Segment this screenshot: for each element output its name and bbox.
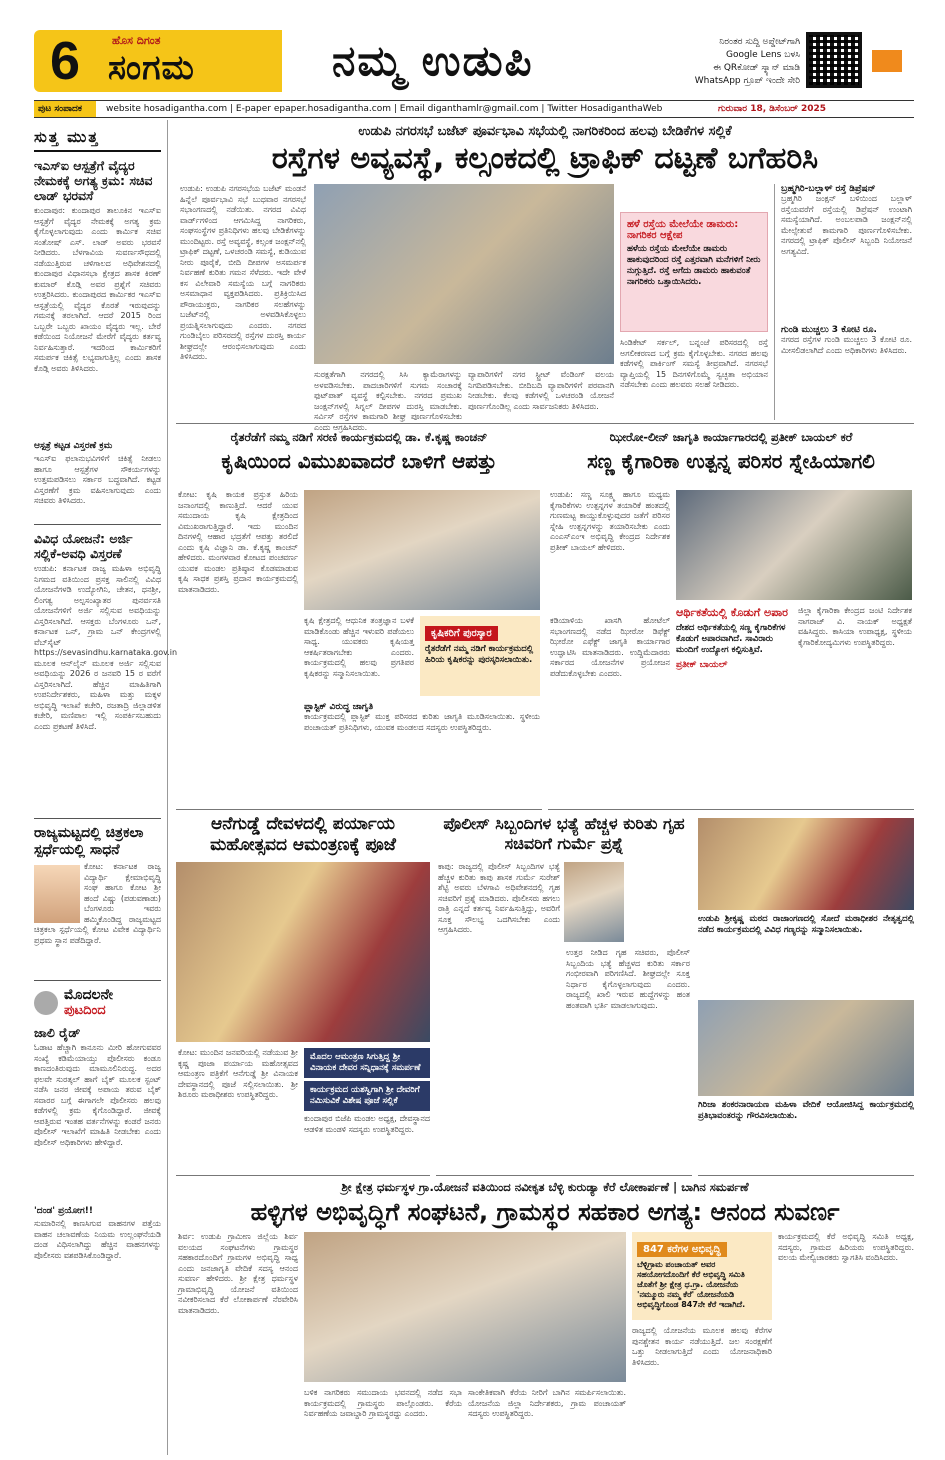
website-link[interactable]: website hosadigantha.com (106, 104, 228, 114)
epaper-link[interactable]: E-paper epaper.hosadigantha.com (235, 104, 392, 114)
temple-story (176, 814, 430, 1176)
story-kicker: ಉಡುಪಿ ನಗರಸಭೆ ಬಜೆಟ್ ಪೂರ್ವಭಾವಿ ಸಭೆಯಲ್ಲಿ ನಾಗರಿಕರಿಂದ ಹಲವು ಬೇಡಿಕೆಗಳ ಸಲ್ಲಿಕೆ (358, 124, 732, 139)
divider (34, 980, 161, 981)
divider (34, 524, 161, 525)
story-body: ಕಾರ್ಯಕ್ರಮದಲ್ಲಿ ಕೆರೆ ಅಭಿವೃದ್ಧಿ ಸಮಿತಿ ಅಧ್ಯಕ್ಷ, ಸದಸ್ಯರು, ಗ್ರಾಮದ ಹಿರಿಯರು ಉಪಸ್ಥಿತರಿದ್ದರು. ವಲಯ ಮೇಲ್ವಿಚಾರಕರು ಸ್ವಾಗತಿಸಿ ವಂದಿಸಿದರು. (778, 1232, 914, 1262)
quote-box (676, 606, 792, 796)
callout-badge: 847 ಕರೆಗಳ ಅಭಿವೃದ್ಧಿ (637, 1242, 727, 1257)
callout-text: ಬೆಳ್ಳಿಗ್ರಾಮ ಪಂಚಾಯತ್ ಅವರ ಸಹಯೋಗದೊಂದಿಗೆ ಕೆರೆ ಅಭಿವೃದ್ಧಿ ಸಮಿತಿ ಜೊತೆಗೆ ಶ್ರೀ ಕ್ಷೇತ್ರ ಧ.ಗ್ರಾ. ಯೋಜನೆಯ 'ನಮ್ಮೂರು ನಮ್ಮ ಕೆರೆ' ಯೋಜನೆಯಡಿ ಅಭಿವೃದ್ಧಿಗೊಂಡ 847ನೇ ಕೆರೆ ಇದಾಗಿದೆ. (637, 1260, 746, 1309)
story-body: ಕಾರ್ಯಕ್ರಮದಲ್ಲಿ ಪ್ಲಾಸ್ಟಿಕ್ ಮುಕ್ತ ಪರಿಸರದ ಕುರಿತು ಜಾಗೃತಿ ಮೂಡಿಸಲಾಯಿತು. ಸ್ಥಳೀಯ ಪಂಚಾಯತ್ ಪ್ರತಿನಿಧಿಗಳು, ಯುವಕ ಮಂಡಲದ ಸದಸ್ಯರು ಉಪಸ್ಥಿತರಿದ್ದರು. (304, 712, 540, 732)
story-headline[interactable]: ಸಣ್ಣ ಕೈಗಾರಿಕಾ ಉತ್ಪನ್ನ ಪರಿಸರ ಸ್ನೇಹಿಯಾಗಲಿ (587, 449, 875, 473)
story-headline[interactable]: ಕೃಷಿಯಿಂದ ವಿಮುಖವಾದರೆ ಬಾಳಿಗೆ ಆಪತ್ತು (221, 449, 497, 473)
highlights-box (304, 1048, 430, 1154)
highlight-item: ಕಾರ್ಯಕ್ರಮದ ಯಶಸ್ವಿಗಾಗಿ ಶ್ರೀ ದೇವರಿಗೆ ನಮಿಸುವಿಕೆ ವಿಶೇಷ ಪೂಜೆ ಸಲ್ಲಿಕೆ (304, 1081, 430, 1111)
story-body: ಸಿಂಡಿಕೇಟ್ ಸರ್ಕಲ್, ಬನ್ನಂಜೆ ಪರಿಸರದಲ್ಲಿ ರಸ್ತೆ ಅಗಲೀಕರಣದ ಬಗ್ಗೆ ಕ್ರಮ ಕೈಗೊಳ್ಳಬೇಕು. ನಗರದ ಹಲವು ಕಡೆಗಳಲ್ಲಿ ಪಾರ್ಕಿಂಗ್ ಸಮಸ್ಯೆ ತೀವ್ರವಾಗಿದೆ. ನಗರಸಭೆ ವ್ಯಾಪ್ತಿಯಲ್ಲಿ 15 ದಿನಗಳಿಗೊಮ್ಮೆ ಸ್ವಚ್ಛತಾ ಅಭಿಯಾನ ನಡೆಸಬೇಕು ಎಂದು ಹಲವರು ಸಲಹೆ ನೀಡಿದರು. (620, 338, 768, 389)
story-body: ಶಿರ್ವ: ಉಡುಪಿ ಗ್ರಾಮೀಣ ಜಿಲ್ಲೆಯ ಶಿರ್ವ ವಲಯದ ಸಂಘಟನೆಗಳು ಗ್ರಾಮಸ್ಥರ ಸಹಕಾರದೊಂದಿಗೆ ಗ್ರಾಮಗಳ ಅಭಿವೃದ್ಧಿ ಸಾಧ್ಯ ಎಂದು ಜನಜಾಗೃತಿ ವೇದಿಕೆ ಸದಸ್ಯ ಆನಂದ ಸುವರ್ಣ ಹೇಳಿದರು. ಶ್ರೀ ಕ್ಷೇತ್ರ ಧರ್ಮಸ್ಥಳ ಗ್ರಾಮಾಭಿವೃದ್ಧಿ ಯೋಜನೆ ವತಿಯಿಂದ ನವೀಕರಿಸಲಾದ ಕೆರೆ ಲೋಕಾರ್ಪಣೆ ನೆರವೇರಿಸಿ ಮಾತನಾಡಿದರು. (178, 1232, 298, 1315)
award-photo (304, 490, 540, 610)
workshop-photo (676, 490, 912, 600)
page-number: 6 (34, 30, 96, 92)
contact-links: website hosadigantha.com | E-paper epaper.hosadigantha.com | Email diganthamlr@gmail.com | Twitter HosadiganthaWeb (106, 104, 663, 114)
info-bar (34, 100, 914, 118)
story-body: ಉಡುಪಿ: ಕರ್ನಾಟಕ ರಾಜ್ಯ ಮಹಿಳಾ ಅಭಿವೃದ್ಧಿ ನಿಗಮದ ವತಿಯಿಂದ ಪ್ರಸಕ್ತ ಸಾಲಿನಲ್ಲಿ ವಿವಿಧ ಯೋಜನೆಗಳಡಿ ಉದ್ಯೋಗಿನಿ, ಚೇತನ, ಧನಶ್ರೀ, ಲಿಂಗತ್ವ ಅಲ್ಪಸಂಖ್ಯಾತರ ಪುನರ್ವಸತಿ ಯೋಜನೆಗಳಿಗೆ ಅರ್ಜಿ ಸಲ್ಲಿಸುವ ಅವಧಿಯನ್ನು ವಿಸ್ತರಿಸಲಾಗಿದೆ. ಆಸಕ್ತರು ಬೆಂಗಳೂರು ಒನ್, ಕರ್ನಾಟಕ ಒನ್, ಗ್ರಾಮ ಒನ್ ಕೇಂದ್ರಗಳಲ್ಲಿ ವೆಬ್‌ಸೈಟ್ https://sevasindhu.karnataka.gov.in ಮೂಲಕ ಆನ್‌ಲೈನ್ ಮೂಲಕ ಅರ್ಜಿ ಸಲ್ಲಿಸುವ ಅವಧಿಯನ್ನು 2026 ರ ಜನವರಿ 15 ರ ವರೆಗೆ ವಿಸ್ತರಿಸಲಾಗಿದೆ. ಹೆಚ್ಚಿನ ಮಾಹಿತಿಗಾಗಿ ಉಪನಿರ್ದೇಶಕರು, ಮಹಿಳಾ ಮತ್ತು ಮಕ್ಕಳ ಅಭಿವೃದ್ಧಿ ಇಲಾಖೆ ಕಚೇರಿ, ರಜತಾದ್ರಿ ಜಿಲ್ಲಾಡಳಿತ ಕಚೇರಿ, ಮಣಿಪಾಲ ಇಲ್ಲಿ ಸಂಪರ್ಕಿಸಬಹುದು ಎಂದು ಪ್ರಕಟಣೆ ತಿಳಿಸಿದೆ. (34, 564, 178, 731)
quote-byline: ಪ್ರತೀಕ್ ಬಾಯಲ್ (676, 660, 728, 670)
highlight-item: ಮೊದಲ ಆಮಂತ್ರಣ ಸಿಗುತ್ತಿದ್ದ ಶ್ರೀ ವಿನಾಯಕ ದೇವರ ಸನ್ನಿಧಾನಕ್ಕೆ ಸಮರ್ಪಣೆ (304, 1048, 430, 1078)
story-body: ಜಿಲ್ಲಾ ಕೈಗಾರಿಕಾ ಕೇಂದ್ರದ ಜಂಟಿ ನಿರ್ದೇಶಕ ನಾಗರಾಜ್ ವಿ. ನಾಯಕ್ ಅಧ್ಯಕ್ಷತೆ ವಹಿಸಿದ್ದರು. ಕಾಸಿಯಾ ಉಪಾಧ್ಯಕ್ಷ, ಸ್ಥಳೀಯ ಕೈಗಾರಿಕೋದ್ಯಮಿಗಳು ಉಪಸ್ಥಿತರಿದ್ದರು. (798, 606, 912, 647)
student-photo (34, 865, 80, 923)
issue-date: ಗುರುವಾರ 18, ಡಿಸೆಂಬರ್ 2025 (718, 104, 827, 114)
story-body: ಉಡುಪಿ: ಸಣ್ಣ ಸೂಕ್ಷ್ಮ ಹಾಗೂ ಮಧ್ಯಮ ಕೈಗಾರಿಕೆಗಳು ಉತ್ಪನ್ನಗಳ ತಯಾರಿಕೆ ಹಂತದಲ್ಲಿ ಗುಣಮಟ್ಟ ಕಾಯ್ದುಕೊಳ್ಳುವುದರ ಜತೆಗೆ ಪರಿಸರ ಸ್ನೇಹಿ ಉತ್ಪನ್ನಗಳನ್ನು ತಯಾರಿಸಬೇಕು ಎಂದು ಎಂಎಸ್‌ಎಂಇ ಅಭಿವೃದ್ಧಿ ಕೇಂದ್ರದ ನಿರ್ದೇಶಕ ಪ್ರತೀಕ್ ಬಾಯಲ್ ಹೇಳಿದರು. (550, 490, 670, 552)
story-body: ಕೋಟ: ಕರ್ನಾಟಕ ರಾಜ್ಯ ವಿದ್ಯಾರ್ಥಿ ಕ್ಷೇಮಾಭಿವೃದ್ಧಿ ಸಂಘ ಹಾಗೂ ಕೋಟ ಶ್ರೀ ಹಂದೆ ವಿಷ್ಣು (ಪಡುವಣಾಡು) ಬೆಂಗಳೂರು ಇವರು ಹಮ್ಮಿಕೊಂಡಿದ್ದ ರಾಜ್ಯಮಟ್ಟದ ಚಿತ್ರಕಲಾ ಸ್ಪರ್ಧೆಯಲ್ಲಿ ಕೋಟ ವಿವೇಕ ವಿದ್ಯಾರ್ಥಿನಿ ಪ್ರಥಮ ಸ್ಥಾನ ಪಡೆದಿದ್ದಾರೆ. (34, 862, 161, 945)
story-subheading: ಗುಂಡಿ ಮುಚ್ಚಲು 3 ಕೋಟಿ ರೂ. (781, 325, 877, 335)
award-badge: ಕೃಷಿಕರಿಗೆ ಪುರಸ್ಕಾರ (425, 626, 498, 641)
story-body: ರಾಜ್ಯದಲ್ಲಿ ಯೋಜನೆಯ ಮೂಲಕ ಹಲವು ಕೆರೆಗಳ ಪುನಶ್ಚೇತನ ಕಾರ್ಯ ನಡೆಯುತ್ತಿದೆ. ಜಲ ಸಂರಕ್ಷಣೆಗೆ ಒತ್ತು ನೀಡಲಾಗುತ್ತಿದೆ ಎಂದು ಯೋಜನಾಧಿಕಾರಿ ತಿಳಿಸಿದರು. (632, 1326, 772, 1367)
story-body: ಬ್ರಹ್ಮಗಿರಿ ಜಂಕ್ಷನ್ ಬಳಿಯಿಂದ ಬಲ್ಲಾಳ್ ರಸ್ತೆಯವರೆಗೆ ರಸ್ತೆಯಲ್ಲಿ ಡಿಪ್ರೆಷನ್ ಉಂಟಾಗಿ ಸಮಸ್ಯೆಯಾಗಿದೆ. ಅಂಬಲಪಾಡಿ ಜಂಕ್ಷನ್‌ನಲ್ಲಿ ಮೇಲ್ಸೇತುವೆ ಕಾಮಗಾರಿ ಪೂರ್ಣಗೊಳಿಸಬೇಕು. ನಗರದಲ್ಲಿ ಟ್ರಾಫಿಕ್ ಪೊಲೀಸ್ ಸಿಬ್ಬಂದಿ ನಿಯೋಜನೆ ಅಗತ್ಯವಿದೆ. (781, 194, 912, 256)
story-subheading: ಆಸ್ಪತ್ರೆ ಕಟ್ಟಡ ವಿಸ್ತರಣೆ ಕ್ರಮ (34, 441, 113, 451)
story-body: ಸುಮಾರಿನಲ್ಲಿ ಕಾಣಸಿಗುವ ವಾಹನಗಳ ಪತ್ತೆಯ ವಾಹನ ಚಲಾವಣೆಯ ನಿಯಮ ಉಲ್ಲಂಘನೆಯಡಿ ದಂಡ ವಿಧಿಸಲಾಗಿದ್ದು ಹೆಚ್ಚಿನ ವಾಹನಗಳನ್ನು ಪೊಲೀಸರು ವಶಪಡಿಸಿಕೊಂಡಿದ್ದಾರೆ. (34, 1219, 161, 1260)
award-box (420, 616, 540, 696)
quote-title: ಆರ್ಥಿಕತೆಯಲ್ಲಿ ಕೊಡುಗೆ ಅಪಾರ (676, 606, 788, 619)
story-headline[interactable]: ರಸ್ತೆಗಳ ಅವ್ಯವಸ್ಥೆ, ಕಲ್ಸಂಕದಲ್ಲಿ ಟ್ರಾಫಿಕ್ ದಟ್ಟಣೆ ಬಗೆಹರಿಸಿ (271, 141, 819, 176)
section-heading: ಸುತ್ತ ಮುತ್ತ (34, 120, 161, 152)
story-body: ಕುಂದಾಪುರ: ಕುಂದಾಪುರ ತಾಲೂಕಿನ ಇಎಸ್‌ಐ ಆಸ್ಪತ್ರೆಗೆ ವೈದ್ಯರ ನೇಮಕಕ್ಕೆ ಅಗತ್ಯ ಕ್ರಮ ಕೈಗೊಳ್ಳಲಾಗುವುದು ಎಂದು ಕಾರ್ಮಿಕ ಸಚಿವ ಸಂತೋಷ್ ಎಸ್. ಲಾಡ್ ಅವರು ಭರವಸೆ ನೀಡಿದರು. ಬೆಳಗಾವಿಯ ಸುವರ್ಣಸೌಧದಲ್ಲಿ ನಡೆಯುತ್ತಿರುವ ಚಳಿಗಾಲದ ಅಧಿವೇಶನದಲ್ಲಿ ಕುಂದಾಪುರ ವಿಧಾನಸಭಾ ಕ್ಷೇತ್ರದ ಶಾಸಕ ಕಿರಣ್ ಕುಮಾರ್ ಕೊಡ್ಗಿ ಅವರ ಪ್ರಶ್ನೆಗೆ ಸಚಿವರು ಉತ್ತರಿಸಿದರು. ಕುಂದಾಪುರದ ಕಾರ್ಮಿಕರ ಇಎಸ್‌ಐ ಆಸ್ಪತ್ರೆಯಲ್ಲಿ ವೈದ್ಯರ ಕೊರತೆ ಇರುವುದನ್ನು ಗಮನಕ್ಕೆ ತರಲಾಗಿದೆ. ಆದರೆ 2015 ರಿಂದ ಒಬ್ಬರೇ ಒಬ್ಬರು ಖಾಯಂ ವೈದ್ಯರು ಇಲ್ಲ. ಬೇರೆ ಕಡೆಯಿಂದ ನಿಯೋಜನೆ ಮೇರೆಗೆ ವೈದ್ಯರು ಕರ್ತವ್ಯ ನಿರ್ವಹಿಸುತ್ತಾರೆ. ಇದರಿಂದ ಕಾರ್ಮಿಕರಿಗೆ ಸಮರ್ಪಕ ಚಿಕಿತ್ಸೆ ಲಭ್ಯವಾಗುತ್ತಿಲ್ಲ ಎಂದು ಶಾಸಕ ಕೊಡ್ಗಿ ಅವರು ತಿಳಿಸಿದರು. (34, 206, 161, 373)
quote-text: ದೇಶದ ಆರ್ಥಿಕತೆಯಲ್ಲಿ ಸಣ್ಣ ಕೈಗಾರಿಕೆಗಳ ಕೊಡುಗೆ ಅಪಾರವಾಗಿದೆ. ಸಾವಿರಾರು ಮಂದಿಗೆ ಉದ್ಯೋಗ ಕಲ್ಪಿಸುತ್ತಿವೆ. (676, 623, 786, 655)
callout-box (620, 212, 768, 332)
lake-photo (304, 1232, 626, 1382)
brand-name-small: ಹೊಸ ದಿಗಂತ (112, 34, 161, 47)
story-body: ಬಳಿಕ ನಾಗರಿಕರು ಸಮುದಾಯ ಭವನದಲ್ಲಿ ನಡೆದ ಸಭಾ ಕಾರ್ಯಕ್ರಮದಲ್ಲಿ ಗ್ರಾಮಸ್ಥರು ಪಾಲ್ಗೊಂಡರು. ಕೆರೆಯ ನಿರ್ವಹಣೆಯ ಜವಾಬ್ದಾರಿ ಗ್ರಾಮಸ್ಥರದ್ದು ಎಂದರು. (304, 1388, 462, 1418)
police-story (436, 814, 692, 1176)
story-body: ಉಡುಪಿ: ಉಡುಪಿ ನಗರಸಭೆಯ ಬಜೆಟ್ ಮಂಡನೆ ಹಿನ್ನೆಲೆ ಪೂರ್ವಭಾವಿ ಸಭೆ ಬುಧವಾರ ನಗರಸಭೆ ಸಭಾಂಗಣದಲ್ಲಿ ನಡೆಯಿತು. ನಗರದ ವಿವಿಧ ವಾರ್ಡ್‌ಗಳಿಂದ ಆಗಮಿಸಿದ್ದ ನಾಗರಿಕರು, ಸಂಘಸಂಸ್ಥೆಗಳ ಪ್ರತಿನಿಧಿಗಳು ಹಲವು ಬೇಡಿಕೆಗಳನ್ನು ಮುಂದಿಟ್ಟರು. ರಸ್ತೆ ಅವ್ಯವಸ್ಥೆ, ಕಲ್ಸಂಕ ಜಂಕ್ಷನ್‌ನಲ್ಲಿ ಟ್ರಾಫಿಕ್ ದಟ್ಟಣೆ, ಒಳಚರಂಡಿ ಸಮಸ್ಯೆ, ಕುಡಿಯುವ ನೀರು ಪೂರೈಕೆ, ಬೀದಿ ದೀಪಗಳ ಅಸಮರ್ಪಕ ನಿರ್ವಹಣೆ ಕುರಿತು ಗಮನ ಸೆಳೆದರು. ಇದೇ ವೇಳೆ ಕಸ ವಿಲೇವಾರಿ ಸಮಸ್ಯೆಯ ಬಗ್ಗೆ ನಾಗರಿಕರು ಅಸಮಾಧಾನ ವ್ಯಕ್ತಪಡಿಸಿದರು. ಪ್ರತಿಕ್ರಿಯಿಸಿದ ಪೌರಾಯುಕ್ತರು, ನಾಗರಿಕರ ಸಲಹೆಗಳನ್ನು ಬಜೆಟ್‌ನಲ್ಲಿ ಅಳವಡಿಸಿಕೊಳ್ಳಲು ಪ್ರಯತ್ನಿಸಲಾಗುವುದು ಎಂದರು. ನಗರದ ಗುಂಡಿಬೈಲು ಪರಿಸರದಲ್ಲಿ ರಸ್ತೆಗಳ ದುರಸ್ತಿ ಕಾರ್ಯ ಶೀಘ್ರದಲ್ಲೇ ಆರಂಭಿಸಲಾಗುವುದು ಎಂದು ತಿಳಿಸಿದರು. (180, 184, 306, 361)
farming-story (176, 430, 542, 810)
story-headline[interactable]: ಆನೆಗುಡ್ಡೆ ದೇವಳದಲ್ಲಿ ಪರ್ಯಾಯ ಮಹೋತ್ಸವದ ಆಮಂತ್ರಣಕ್ಕೆ ಪೂಜೆ (210, 814, 396, 855)
brand-name: ಸಂಗಮ (108, 48, 195, 88)
event-photo (698, 1000, 914, 1096)
story-body: ಕೋಟ: ಮುಂದಿನ ಜನವರಿಯಲ್ಲಿ ನಡೆಯುವ ಶ್ರೀ ಕೃಷ್ಣ ಪೂಜಾ ಪರ್ಯಾಯ ಮಹೋತ್ಸವದ ಆಮಂತ್ರಣ ಪತ್ರಿಕೆಗೆ ಆನೆಗುಡ್ಡೆ ಶ್ರೀ ವಿನಾಯಕ ದೇವಸ್ಥಾನದಲ್ಲಿ ಪೂಜೆ ಸಲ್ಲಿಸಲಾಯಿತು. ಶ್ರೀ ಶಿರೂರು ಮಠಾಧೀಶರು ಉಪಸ್ಥಿತರಿದ್ದರು. (178, 1048, 298, 1099)
story-title[interactable]: ವಿವಿಧ ಯೋಜನೆ: ಅರ್ಜಿ ಸಲ್ಲಿಕೆ-ಅವಧಿ ವಿಸ್ತರಣೆ (34, 531, 133, 561)
divider (34, 818, 161, 819)
story-body: ಕೃಷಿ ಕ್ಷೇತ್ರದಲ್ಲಿ ಆಧುನಿಕ ತಂತ್ರಜ್ಞಾನ ಬಳಕೆ ಮಾಡಿಕೊಂಡು ಹೆಚ್ಚಿನ ಇಳುವರಿ ಪಡೆಯಲು ಸಾಧ್ಯ. ಯುವಕರು ಕೃಷಿಯತ್ತ ಆಕರ್ಷಿತರಾಗಬೇಕು ಎಂದರು. ಕಾರ್ಯಕ್ರಮದಲ್ಲಿ ಹಲವು ಪ್ರಗತಿಪರ ಕೃಷಿಕರನ್ನು ಸನ್ಮಾನಿಸಲಾಯಿತು. (304, 616, 414, 678)
story-subheading: 'ದಂಡ' ಪ್ರಯೋಗ!! (34, 1206, 93, 1216)
email-link[interactable]: Email diganthamlr@gmail.com (399, 104, 539, 114)
story-kicker: ರೈತರೆಡೆಗೆ ನಮ್ಮ ನಡಿಗೆ ಸರಣಿ ಕಾರ್ಯಕ್ರಮದಲ್ಲಿ ಡಾ. ಕೆ.ಕೃಷ್ಣ ಕಾಂಚನ್ (230, 430, 488, 444)
story-body: ಓಡಾಟ ಹೆಚ್ಚಾಗಿ ಕಾನೂನು ಮೀರಿ ಹೋಗುವವರ ಸಂಖ್ಯೆ ಕಡಿಮೆಯಾಯ್ತು ಪೊಲೀಸರು ಕಂಡೂ ಕಾಣದಂತಿರುವುದು ಮಾಮೂಲಿನಿರುದ್ಧ. ಅದರ ಫಲವೇ ಸುರತ್ಕಲ್ ಹಾಗೆ ಬೈಕ್ ಮೂಲಕ ಸ್ಟಂಟ್ ನಡೆಸಿ ಜನರ ಜೀವಕ್ಕೆ ಅಪಾಯ ತರುವ ಬೈಕ್ ಸವಾರರ ಬಗ್ಗೆ ಈಗಾಗಲೇ ಪೊಲೀಸರು ಹಲವು ಕಡೆಗಳಲ್ಲಿ ಕ್ರಮ ಕೈಗೊಂಡಿದ್ದಾರೆ. ಜೀವಕ್ಕೆ ಆಪತ್ತಿರುವ ಇಂತಹ ವರ್ತನೆಗಳನ್ನು ಕಂಡರೆ ಜನರು ಪೊಲೀಸ್ ಇಲಾಖೆಗೆ ಮಾಹಿತಿ ನೀಡಬೇಕು ಎಂದು ಪೊಲೀಸ್ ಅಧಿಕಾರಿಗಳು ಹೇಳಿದ್ದಾರೆ. (34, 1043, 161, 1147)
sidebar-column (34, 120, 178, 1455)
photo-story (698, 814, 914, 1176)
story-body: ಸುರಕ್ಷತೆಗಾಗಿ ನಗರದಲ್ಲಿ ಸಿಸಿ ಕ್ಯಾಮೆರಾಗಳನ್ನು ಅಳವಡಿಸಬೇಕು. ಪಾದಚಾರಿಗಳಿಗೆ ಸುಗಮ ಸಂಚಾರಕ್ಕೆ ಫುಟ್‌ಪಾತ್ ವ್ಯವಸ್ಥೆ ಕಲ್ಪಿಸಬೇಕು. ನಗರದ ಪ್ರಮುಖ ಜಂಕ್ಷನ್‌ಗಳಲ್ಲಿ ಸಿಗ್ನಲ್ ದೀಪಗಳ ದುರಸ್ತಿ ಮಾಡಬೇಕು. ಸರ್ವಿಸ್ ರಸ್ತೆಗಳ ಕಾಮಗಾರಿ ಶೀಘ್ರ ಪೂರ್ಣಗೊಳಿಸಬೇಕು ಎಂದು ಆಗ್ರಹಿಸಿದರು. (314, 370, 462, 432)
story-kicker: ಶ್ರೀ ಕ್ಷೇತ್ರ ಧರ್ಮಸ್ಥಳ ಗ್ರಾ.ಯೋಜನೆ ವತಿಯಿಂದ ನವೀಕೃತ ಬೆಳ್ಳಿ ಕುರುಡ್ಯಾ ಕೆರೆ ಲೋಕಾರ್ಪಣೆ | ಬಾಗಿನ ಸಮರ್ಪಣೆ (341, 1180, 749, 1194)
story-body: ಉತ್ತರ ನೀಡಿದ ಗೃಹ ಸಚಿವರು, ಪೊಲೀಸ್ ಸಿಬ್ಬಂದಿಯ ಭತ್ಯೆ ಹೆಚ್ಚಳದ ಕುರಿತು ಸರ್ಕಾರ ಗಂಭೀರವಾಗಿ ಪರಿಗಣಿಸಿದೆ. ಶೀಘ್ರದಲ್ಲೇ ಸೂಕ್ತ ನಿರ್ಧಾರ ಕೈಗೊಳ್ಳಲಾಗುವುದು ಎಂದರು. ರಾಜ್ಯದಲ್ಲಿ ಖಾಲಿ ಇರುವ ಹುದ್ದೆಗಳನ್ನು ಹಂತ ಹಂತವಾಗಿ ಭರ್ತಿ ಮಾಡಲಾಗುವುದು. (566, 948, 690, 1010)
story-body: ಇಎಸ್‌ಐ ಫಲಾನುಭವಿಗಳಿಗೆ ಚಿಕಿತ್ಸೆ ನೀಡಲು ಹಾಗೂ ಆಸ್ಪತ್ರೆಗಳ ಸೌಕರ್ಯಗಳನ್ನು ಉತ್ತಮಪಡಿಸಲು ಸರ್ಕಾರ ಬದ್ಧವಾಗಿದೆ. ಕಟ್ಟಡ ವಿಸ್ತರಣೆಗೆ ಕ್ರಮ ವಹಿಸಲಾಗುವುದು ಎಂದು ಸಚಿವರು ತಿಳಿಸಿದರು. (34, 454, 161, 505)
page-editor-label: ಪುಟ ಸಂಪಾದಕ (34, 101, 96, 117)
industry-story (548, 430, 914, 810)
sub-story (304, 702, 540, 802)
story-body: ಕಡಿಯಾಳಿಯ ಖಾಸಗಿ ಹೋಟೆಲ್ ಸಭಾಂಗಣದಲ್ಲಿ ನಡೆದ ಝೀರೋ ಡಿಫೆಕ್ಟ್ ಝೀರೋ ಎಫೆಕ್ಟ್ ಜಾಗೃತಿ ಕಾರ್ಯಾಗಾರ ಉದ್ಘಾಟಿಸಿ ಮಾತನಾಡಿದರು. ಉದ್ದಿಮೆದಾರರು ಸರ್ಕಾರದ ಯೋಜನೆಗಳ ಪ್ರಯೋಜನ ಪಡೆದುಕೊಳ್ಳಬೇಕು ಎಂದರು. (550, 616, 670, 678)
story-body: ಕಾಪು: ರಾಜ್ಯದಲ್ಲಿ ಪೊಲೀಸ್ ಸಿಬ್ಬಂದಿಗಳ ಭತ್ಯೆ ಹೆಚ್ಚಳ ಕುರಿತು ಕಾಪು ಶಾಸಕ ಗುರ್ಮೆ ಸುರೇಶ್ ಶೆಟ್ಟಿ ಅವರು ಬೆಳಗಾವಿ ಅಧಿವೇಶನದಲ್ಲಿ ಗೃಹ ಸಚಿವರಿಗೆ ಪ್ರಶ್ನೆ ಮಾಡಿದರು. ಪೊಲೀಸರು ಹಗಲು ರಾತ್ರಿ ಎನ್ನದೆ ಕರ್ತವ್ಯ ನಿರ್ವಹಿಸುತ್ತಿದ್ದು, ಅವರಿಗೆ ಸೂಕ್ತ ಸೌಲಭ್ಯ ಒದಗಿಸಬೇಕು ಎಂದು ಆಗ್ರಹಿಸಿದರು. (438, 862, 560, 934)
decorative-square (872, 50, 902, 72)
honour-photo (698, 818, 914, 910)
story-body: ಕೋಟ: ಕೃಷಿ ಕಾಯಕ ಪ್ರಸ್ತುತ ಹಿರಿಯ ಜನಾಂಗದಲ್ಲಿ ಕಾಣುತ್ತಿದೆ. ಆದರೆ ಯುವ ಸಮುದಾಯ ಕೃಷಿ ಕ್ಷೇತ್ರದಿಂದ ವಿಮುಖರಾಗುತ್ತಿದ್ದಾರೆ. ಇದು ಮುಂದಿನ ದಿನಗಳಲ್ಲಿ ಆಹಾರ ಭದ್ರತೆಗೆ ಆಪತ್ತು ತರಲಿದೆ ಎಂದು ಕೃಷಿ ವಿಜ್ಞಾನಿ ಡಾ. ಕೆ.ಕೃಷ್ಣ ಕಾಂಚನ್ ಹೇಳಿದರು. ಮಂಗಳವಾರ ಕೋಟದ ಪಂಚವರ್ಣ ಯುವಕ ಮಂಡಲ ಪ್ರತಿಷ್ಠಾನ ಕೊಡಮಾಡುವ ಕೃಷಿ ಸಾಧಕ ಪ್ರಶಸ್ತಿ ಪ್ರದಾನ ಕಾರ್ಯಕ್ರಮದಲ್ಲಿ ಮಾತನಾಡಿದರು. (178, 490, 298, 594)
photo-caption: ಗಿರಿಜಾ ಶಂಕರನಾರಾಯಣ ಮಹಿಳಾ ವೇದಿಕೆ ಆಯೋಜಿಸಿದ್ದ ಕಾರ್ಯಕ್ರಮದಲ್ಲಿ ಪ್ರತಿಭಾವಂತರನ್ನು ಗೌರವಿಸಲಾಯಿತು. (698, 1100, 914, 1121)
story-body: ನಗರದ ರಸ್ತೆಗಳ ಗುಂಡಿ ಮುಚ್ಚಲು 3 ಕೋಟಿ ರೂ. ಮೀಸಲಿಡಲಾಗಿದೆ ಎಂದು ಅಧಿಕಾರಿಗಳು ತಿಳಿಸಿದರು. (781, 335, 912, 355)
story-kicker: ಝೀರೋ-ಲೀನ್ ಜಾಗೃತಿ ಕಾರ್ಯಾಗಾರದಲ್ಲಿ ಪ್ರತೀಕ್ ಬಾಯಲ್ ಕರೆ (609, 430, 853, 444)
lake-callout (632, 1232, 772, 1320)
callout-title: ಹಳೆ ರಸ್ತೆಯ ಮೇಲೆಯೇ ಡಾಮರು: ನಾಗರಿಕರ ಆಕ್ಷೇಪ (627, 219, 739, 241)
qr-instructions: ನಿರಂತರ ಸುದ್ದಿ ಅಪ್ಡೇಟ್‌ಗಾಗಿ Google Lens ಬಳಸಿ ಈ QRಕೋಡ್ ಸ್ಕ್ಯಾನ್ ಮಾಡಿ WhatsApp ಗ್ರೂಪ್ ಇಂದೇ ಸೇರಿ (694, 37, 800, 86)
mla-photo (564, 862, 624, 942)
edition-title: ನಮ್ಮ ಉಡುಪಿ (332, 36, 534, 85)
story-title[interactable]: ಇಎಸ್‌ಐ ಆಸ್ಪತ್ರೆಗೆ ವೈದ್ಯರ ನೇಮಕಕ್ಕೆ ಅಗತ್ಯ ಕ್ರಮ: ಸಚಿವ ಲಾಡ್ ಭರವಸೆ (34, 158, 153, 203)
callout-text: ಹಳೆಯ ರಸ್ತೆಯ ಮೇಲೆಯೇ ಡಾಮರು ಹಾಕುವುದರಿಂದ ರಸ್ತೆ ಎತ್ತರವಾಗಿ ಮನೆಗಳಿಗೆ ನೀರು ನುಗ್ಗುತ್ತಿದೆ. ರಸ್ತೆ ಅಗೆದು ಡಾಮರು ಹಾಕುವಂತೆ ನಾಗರಿಕರು ಒತ್ತಾಯಿಸಿದರು. (627, 244, 761, 287)
twitter-link[interactable]: Twitter HosadiganthaWeb (547, 104, 663, 114)
masthead (0, 0, 945, 100)
story-headline[interactable]: ಹಳ್ಳಿಗಳ ಅಭಿವೃದ್ಧಿಗೆ ಸಂಘಟನೆ, ಗ್ರಾಮಸ್ಥರ ಸಹಕಾರ ಅಗತ್ಯ: ಆನಂದ ಸುವರ್ಣ (250, 1198, 840, 1226)
pen-icon (34, 991, 58, 1015)
side-story (774, 184, 912, 420)
meeting-photo (314, 184, 614, 364)
front-page-continuation-label: ಮೊದಲನೇ ಪುಟದಿಂದ (34, 987, 161, 1019)
story-headline[interactable]: ಪೊಲೀಸ್ ಸಿಬ್ಬಂದಿಗಳ ಭತ್ಯೆ ಹೆಚ್ಚಳ ಕುರಿತು ಗೃಹ ಸಚಿವರಿಗೆ ಗುರ್ಮೆ ಪ್ರಶ್ನೆ (443, 814, 685, 853)
story-subheading: ಪ್ಲಾಸ್ಟಿಕ್ ವಿರುದ್ಧ ಜಾಗೃತಿ (304, 702, 374, 712)
qr-code-icon[interactable] (806, 32, 862, 88)
temple-photo (176, 862, 430, 1042)
story-body: ಕುಂದಾಪುರ ಬಿಜೆಪಿ ಮಂಡಲ ಅಧ್ಯಕ್ಷ, ದೇವಸ್ಥಾನದ ಆಡಳಿತ ಮಂಡಳಿ ಸದಸ್ಯರು ಉಪಸ್ಥಿತರಿದ್ದರು. (304, 1114, 430, 1134)
lead-story (176, 124, 914, 432)
story-body: ಸಾಂಕೇತಿಕವಾಗಿ ಕೆರೆಯ ನೀರಿಗೆ ಬಾಗಿನ ಸಮರ್ಪಿಸಲಾಯಿತು. ಯೋಜನೆಯ ಜಿಲ್ಲಾ ನಿರ್ದೇಶಕರು, ಗ್ರಾಮ ಪಂಚಾಯತ್ ಸದಸ್ಯರು ಉಪಸ್ಥಿತರಿದ್ದರು. (468, 1388, 626, 1418)
story-title[interactable]: ಜಾಲಿ ರೈಡ್ (34, 1025, 81, 1040)
story-body: ವ್ಯಾಪಾರಿಗಳಿಗೆ ನಗರ ಸ್ಟ್ರೀಟ್ ವೆಂಡಿಂಗ್ ವಲಯ ನಿಗದಿಪಡಿಸಬೇಕು. ಬೀದಿಬದಿ ವ್ಯಾಪಾರಿಗಳಿಗೆ ಪರವಾನಗಿ ನೀಡಬೇಕು. ಕೆಲವು ಕಡೆಗಳಲ್ಲಿ ಒಳಚರಂಡಿ ಯೋಜನೆ ಪೂರ್ಣಗೊಂಡಿಲ್ಲ ಎಂದು ಸಾರ್ವಜನಿಕರು ತಿಳಿಸಿದರು. (468, 370, 614, 411)
lake-story (176, 1180, 914, 1454)
award-text: ರೈತರೆಡೆಗೆ ನಮ್ಮ ನಡಿಗೆ ಕಾರ್ಯಕ್ರಮದಲ್ಲಿ ಹಿರಿಯ ಕೃಷಿಕರನ್ನು ಪುರಸ್ಕರಿಸಲಾಯಿತು. (425, 644, 534, 665)
story-subheading: ಬ್ರಹ್ಮಗಿರಿ-ಬಲ್ಲಾಳ್ ರಸ್ತೆ ಡಿಪ್ರೆಷನ್ (781, 184, 876, 194)
story-title[interactable]: ರಾಜ್ಯಮಟ್ಟದಲ್ಲಿ ಚಿತ್ರಕಲಾ ಸ್ಪರ್ಧೆಯಲ್ಲಿ ಸಾಧನೆ (34, 825, 144, 858)
photo-caption: ಉಡುಪಿ ಶ್ರೀಕೃಷ್ಣ ಮಠದ ರಾಜಾಂಗಣದಲ್ಲಿ ಸೋದೆ ಮಠಾಧೀಶರ ನೇತೃತ್ವದಲ್ಲಿ ನಡೆದ ಕಾರ್ಯಕ್ರಮದಲ್ಲಿ ವಿವಿಧ ಗಣ್ಯರನ್ನು ಸನ್ಮಾನಿಸಲಾಯಿತು. (698, 914, 914, 935)
